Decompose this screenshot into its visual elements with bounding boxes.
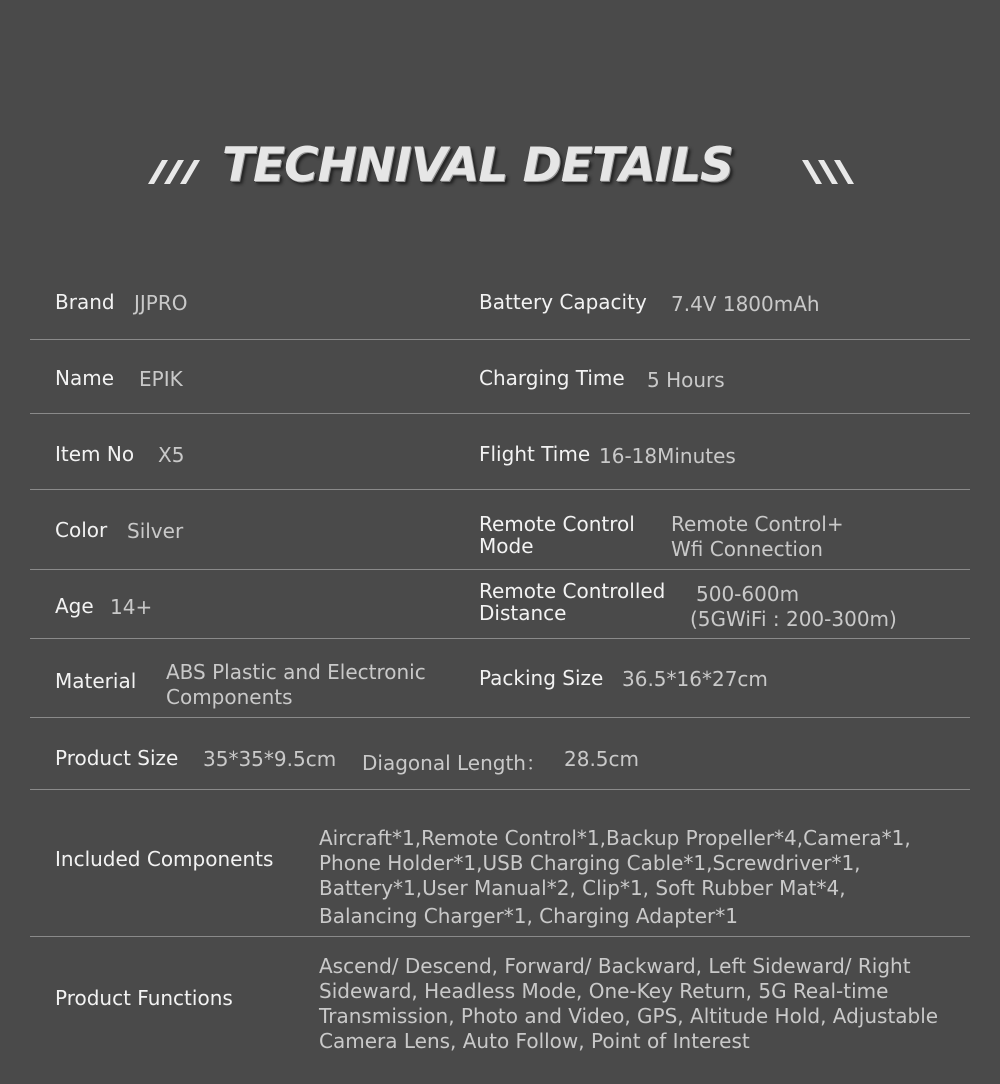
- battery-value: 7.4V 1800mAh: [671, 292, 820, 316]
- rc-distance-label-line2: Distance: [479, 601, 567, 625]
- included-line-1: Aircraft*1,Remote Control*1,Backup Propeller*4,Camera*1,: [319, 826, 911, 850]
- included-line-3: Battery*1,User Manual*2, Clip*1, Soft Rubber Mat*4,: [319, 876, 846, 900]
- included-line-2: Phone Holder*1,USB Charging Cable*1,Screwdriver*1,: [319, 851, 861, 875]
- brand-value: JJPRO: [134, 291, 188, 315]
- diagonal-length-value: 28.5cm: [564, 747, 640, 771]
- functions-line-3: Transmission, Photo and Video, GPS, Altitude Hold, Adjustable: [319, 1004, 939, 1028]
- functions-line-4: Camera Lens, Auto Follow, Point of Interest: [319, 1029, 750, 1053]
- included-line-4: Balancing Charger*1, Charging Adapter*1: [319, 904, 738, 928]
- divider: [30, 936, 970, 937]
- age-value: 14+: [110, 595, 153, 619]
- color-label: Color: [55, 518, 108, 542]
- packing-label: Packing Size: [479, 666, 604, 690]
- charging-label: Charging Time: [479, 366, 625, 390]
- charging-value: 5 Hours: [647, 368, 725, 392]
- functions-line-2: Sideward, Headless Mode, One-Key Return, 5G Real-time: [319, 979, 889, 1003]
- rc-mode-label-line2: Mode: [479, 534, 534, 558]
- divider: [30, 569, 970, 570]
- rc-distance-value-line2: (5GWiFi : 200-300m): [690, 607, 897, 631]
- name-label: Name: [55, 366, 115, 390]
- diagonal-length-label: Diagonal Length：: [362, 751, 546, 775]
- flight-label: Flight Time: [479, 442, 591, 466]
- divider: [30, 789, 970, 790]
- divider: [30, 413, 970, 414]
- material-value-line2: Components: [166, 685, 293, 709]
- material-label: Material: [55, 669, 137, 693]
- product-functions-label: Product Functions: [55, 986, 233, 1010]
- product-size-label: Product Size: [55, 746, 179, 770]
- divider: [30, 638, 970, 639]
- packing-value: 36.5*16*27cm: [622, 667, 768, 691]
- item-no-value: X5: [158, 443, 185, 467]
- included-components-label: Included Components: [55, 847, 274, 871]
- name-value: EPIK: [139, 367, 183, 391]
- page-title: TECHNIVAL DETAILS: [222, 138, 733, 193]
- item-no-label: Item No: [55, 442, 135, 466]
- color-value: Silver: [127, 519, 184, 543]
- slash-right-icon: [798, 160, 854, 186]
- battery-label: Battery Capacity: [479, 290, 647, 314]
- divider: [30, 489, 970, 490]
- rc-distance-label-line1: Remote Controlled: [479, 579, 666, 603]
- age-label: Age: [55, 594, 94, 618]
- rc-mode-value-line2: Wfi Connection: [671, 537, 823, 561]
- flight-value: 16-18Minutes: [599, 444, 736, 468]
- title-banner: [0, 138, 1000, 198]
- product-size-value: 35*35*9.5cm: [203, 747, 337, 771]
- divider: [30, 339, 970, 340]
- rc-mode-value-line1: Remote Control+: [671, 512, 844, 536]
- divider: [30, 717, 970, 718]
- functions-line-1: Ascend/ Descend, Forward/ Backward, Left Sideward/ Right: [319, 954, 911, 978]
- brand-label: Brand: [55, 290, 115, 314]
- rc-mode-label-line1: Remote Control: [479, 512, 635, 536]
- slash-left-icon: [148, 160, 204, 186]
- material-value-line1: ABS Plastic and Electronic: [166, 660, 426, 684]
- rc-distance-value-line1: 500-600m: [696, 582, 800, 606]
